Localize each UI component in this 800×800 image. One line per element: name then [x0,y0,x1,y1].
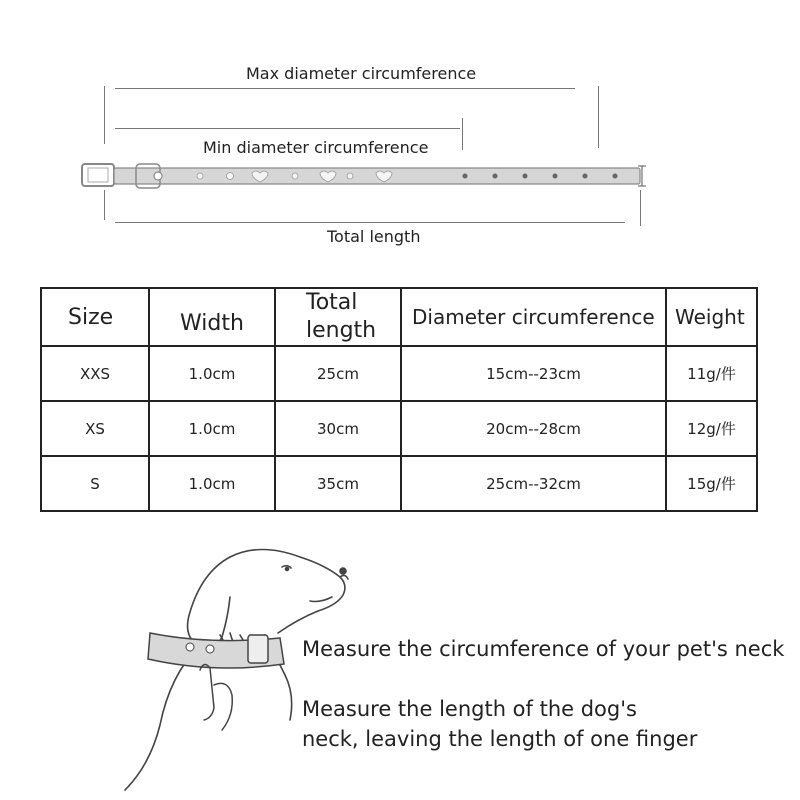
dog-collar-illustration [80,150,650,200]
cell-width: 1.0cm [149,456,275,511]
header-width-text: Width [180,310,244,336]
header-total-length [275,288,401,346]
max-left-tick [104,86,105,144]
cell-diameter: 15cm--23cm [401,346,666,401]
header-diameter: Diameter circumference [401,288,666,346]
instruction-length-line1: Measure the length of the dog's [302,697,637,721]
cell-size: XS [41,401,149,456]
cell-diameter: 25cm--32cm [401,456,666,511]
header-size: Size [41,288,149,346]
cell-size: S [41,456,149,511]
total-right-tick [640,190,641,226]
cell-total: 30cm [275,401,401,456]
min-dimension-line [115,128,460,129]
total-left-tick [104,190,105,220]
cell-weight: 12g/件 [666,401,757,456]
max-right-tick [598,86,599,148]
instruction-length-line2: neck, leaving the length of one finger [302,727,698,751]
min-diameter-label: Min diameter circumference [203,138,429,157]
cell-size: XXS [41,346,149,401]
cell-total: 25cm [275,346,401,401]
cell-weight: 11g/件 [666,346,757,401]
total-dimension-line [115,222,625,223]
table-row [41,456,757,511]
dog-with-collar-sketch [110,535,380,795]
cell-diameter: 20cm--28cm [401,401,666,456]
table-row [41,346,757,401]
total-length-label: Total length [327,227,421,246]
cell-weight: 15g/件 [666,456,757,511]
header-width [149,288,275,346]
header-total-line1: Total [306,290,358,315]
table-row [41,401,757,456]
cell-width: 1.0cm [149,346,275,401]
collar-on-dog [148,633,284,668]
instruction-circumference: Measure the circumference of your pet's neck [302,637,785,661]
header-total-line2: length [306,318,377,343]
max-diameter-label: Max diameter circumference [246,64,477,83]
min-right-tick [462,118,463,150]
size-chart-table [40,287,758,512]
table-header-row [41,288,757,346]
cell-width: 1.0cm [149,401,275,456]
cell-total: 35cm [275,456,401,511]
max-dimension-line [115,88,575,89]
header-weight: Weight [666,288,757,346]
